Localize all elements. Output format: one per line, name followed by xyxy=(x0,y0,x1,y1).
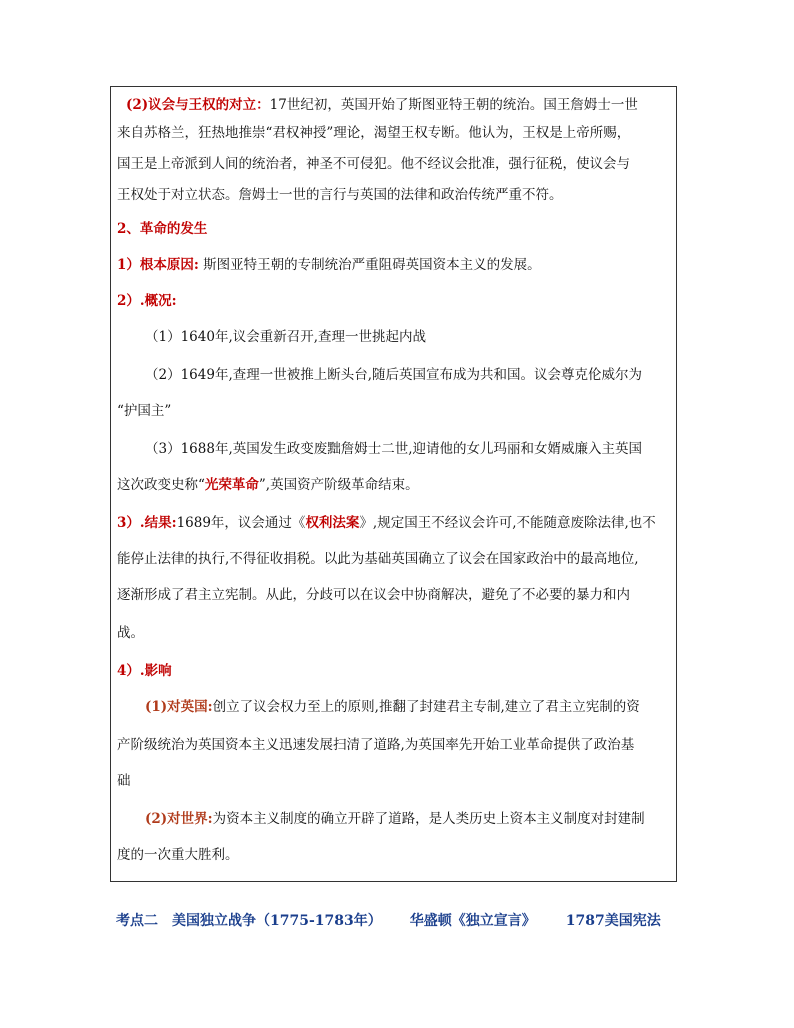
root-cause-text: 斯图亚特王朝的专制统治严重阻碍英国资本主义的发展。 xyxy=(198,257,541,273)
paragraph-line: 战。 xyxy=(117,625,144,641)
next-topic-heading xyxy=(116,910,661,930)
overview-item-2-cont: “护国主” xyxy=(117,403,172,419)
text: 这次政变史称“ xyxy=(117,477,205,493)
paragraph-line: 王权处于对立状态。詹姆士一世的言行与英国的法律和政治传统严重不符。 xyxy=(117,187,563,203)
overview-heading: 2）.概况: xyxy=(117,293,177,309)
paragraph-line: 来自苏格兰，狂热地推崇“君权神授”理论，渴望王权专断。他认为，王权是上帝所赐， xyxy=(117,125,631,141)
text: ”,英国资产阶级革命结束。 xyxy=(258,477,419,493)
section-label: (2)议会与王权的对立： xyxy=(126,97,270,113)
result-label: 3）.结果: xyxy=(117,515,177,531)
topic-item: 华盛顿《独立宣言》 xyxy=(409,913,536,929)
impact-heading: 4）.影响 xyxy=(117,663,172,679)
result-paragraph xyxy=(117,514,656,532)
glorious-revolution-term: 光荣革命 xyxy=(204,477,259,493)
topic-title: 考点二 美国独立战争（1775-1783年） xyxy=(116,913,382,929)
section-parliament-vs-crown xyxy=(126,96,638,114)
impact-world-label: (2)对世界: xyxy=(145,811,213,827)
root-cause-label: 1）根本原因: xyxy=(117,257,199,273)
overview-item-1: （1）1640年,议会重新召开,查理一世挑起内战 xyxy=(145,329,427,345)
overview-item-3-cont xyxy=(117,476,419,494)
text: 为资本主义制度的确立开辟了道路，是人类历史上资本主义制度对封建制 xyxy=(212,811,645,827)
paragraph-line: 17世纪初，英国开始了斯图亚特王朝的统治。国王詹姆士一世 xyxy=(269,97,638,113)
paragraph-line: 础 xyxy=(117,773,131,789)
text: 1689年，议会通过《 xyxy=(176,515,306,531)
paragraph-line: 能停止法律的执行,不得征收捐税。以此为基础英国确立了议会在国家政治中的最高地位, xyxy=(117,551,639,567)
text: 》,规定国王不经议会许可,不能随意废除法律,也不 xyxy=(359,515,656,531)
text: 创立了议会权力至上的原则,推翻了封建君主专制,建立了君主立宪制的资 xyxy=(212,699,640,715)
heading-revolution: 2、革命的发生 xyxy=(117,221,208,237)
root-cause xyxy=(117,256,541,274)
overview-item-2: （2）1649年,查理一世被推上断头台,随后英国宣布成为共和国。议会尊克伦威尔为 xyxy=(145,367,643,383)
impact-uk xyxy=(145,698,640,716)
paragraph-line: 产阶级统治为英国资本主义迅速发展扫清了道路,为英国率先开始工业革命提供了政治基 xyxy=(117,737,635,753)
paragraph-line: 国王是上帝派到人间的统治者，神圣不可侵犯。他不经议会批准，强行征税，使议会与 xyxy=(117,156,630,172)
overview-item-3: （3）1688年,英国发生政变废黜詹姆士二世,迎请他的女儿玛丽和女婿威廉入主英国 xyxy=(145,441,643,457)
topic-item: 1787美国宪法 xyxy=(565,913,661,929)
bill-of-rights-term: 权利法案 xyxy=(305,515,360,531)
impact-uk-label: (1)对英国: xyxy=(145,699,213,715)
paragraph-line: 度的一次重大胜利。 xyxy=(117,847,239,863)
paragraph-line: 逐渐形成了君主立宪制。从此，分歧可以在议会中协商解决，避免了不必要的暴力和内 xyxy=(117,587,630,603)
impact-world xyxy=(145,810,645,828)
